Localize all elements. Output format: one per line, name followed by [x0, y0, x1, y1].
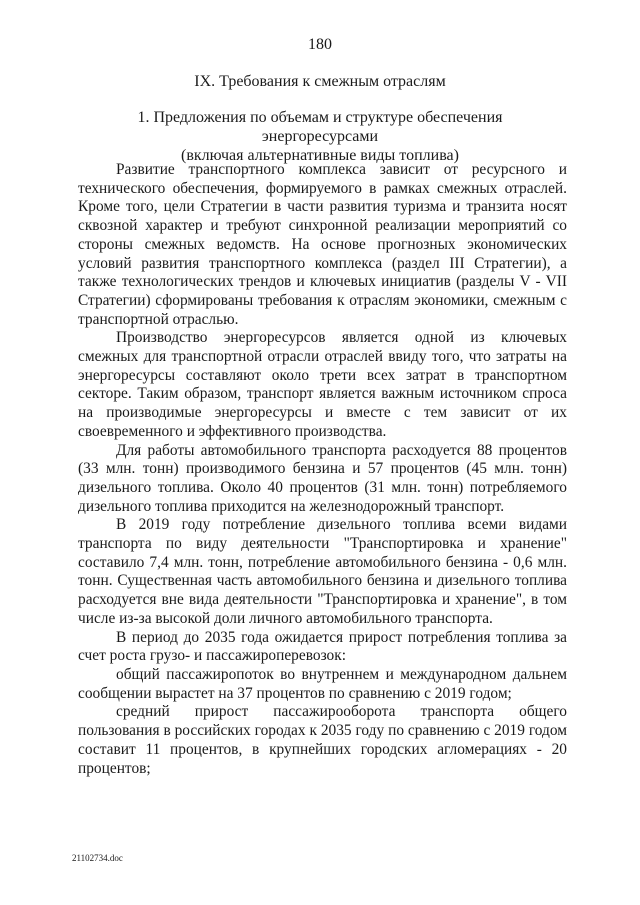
subsection-title-line-2: (включая альтернативные виды топлива): [181, 147, 459, 164]
subsection-title-line-1: 1. Предложения по объемам и структуре обеспечения энергоресурсами: [137, 109, 503, 145]
paragraph: Производство энергоресурсов является одной из ключевых смежных для транспортной отрасли отраслей ввиду того, что затраты на энергоресурсы составляют около трети всех затрат в транспортном секторе. Таким образом, транспорт является важным источником спроса на производимые энергоресурсы и вместе с тем зависит от их своевременного и эффективного производства.: [78, 329, 567, 440]
section-title: IX. Требования к смежным отраслям: [194, 73, 446, 90]
page-number: 180: [308, 36, 332, 53]
paragraph: Для работы автомобильного транспорта расходуется 88 процентов (33 млн. тонн) производимого бензина и 57 процентов (45 млн. тонн) дизельного топлива. Около 40 процентов (31 млн. тонн) потребляемого дизельного топлива приходится на железнодорожный транспорт.: [78, 441, 567, 515]
body-text: [78, 161, 567, 778]
paragraph: средний прирост пассажирооборота транспорта общего пользования в российских городах к 2035 году по сравнению с 2019 годом составит 11 процентов, в крупнейших городских агломерациях - 20 процентов;: [78, 703, 567, 777]
subsection-title: [80, 108, 560, 165]
paragraph: общий пассажиропоток во внутреннем и международном дальнем сообщении вырастет на 37 процентов по сравнению с 2019 годом;: [78, 665, 567, 702]
paragraph: Развитие транспортного комплекса зависит от ресурсного и технического обеспечения, формируемого в рамках смежных отраслей. Кроме того, цели Стратегии в части развития туризма и транзита носят сквозной характер и требуют синхронной реализации мероприятий со стороны смежных ведомств. На основе прогнозных экономических условий развития транспортного комплекса (раздел III Стратегии), а также технологических трендов и ключевых инициатив (разделы V - VII Стратегии) сформированы требования к отраслям экономики, смежным с транспортной отраслью.: [78, 161, 567, 328]
footer-filename: 21102734.doc: [72, 853, 123, 863]
paragraph: В период до 2035 года ожидается прирост потребления топлива за счет роста грузо- и пассажироперевозок:: [78, 628, 567, 665]
paragraph: В 2019 году потребление дизельного топлива всеми видами транспорта по виду деятельности "Транспортировка и хранение" составило 7,4 млн. тонн, потребление автомобильного бензина - 0,6 млн. тонн. Существенная часть автомобильного бензина и дизельного топлива расходуется вне вида деятельности "Транспортировка и хранение", в том числе из-за высокой доли личного автомобильного транспорта.: [78, 516, 567, 627]
